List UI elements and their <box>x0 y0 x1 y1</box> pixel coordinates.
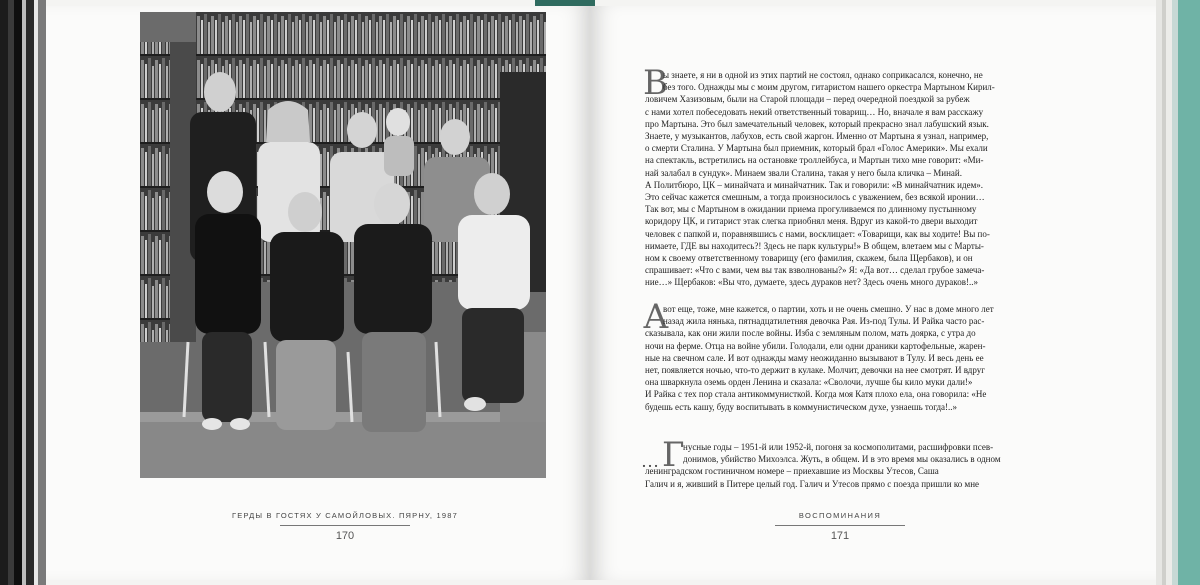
text-line: о смерти Сталина. У Мартына был приемник, который брал «Голос Америки». Мы ехали <box>645 143 988 154</box>
text-line: донимов, убийство Михоэлса. Жуть, в общем. И в это время мы оказались в одном <box>683 454 1001 465</box>
text-line: ленинградском гостиничном номере – приехавшие из Москвы Утесов, Саша <box>645 466 939 477</box>
paragraph-1 <box>643 63 1025 289</box>
text-line: ние…» Щербаков: «Вы что, думаете, здесь дураков нет? Здесь очень много дураков!..» <box>645 277 978 288</box>
text-line: Знаете, у музыкантов, лабухов, есть свой жаргон. Именно от Мартына я узнал, например, <box>645 131 989 142</box>
text-line: с нами хотел побеседовать некий ответственный товарищ… Но, вначале я вам расскажу <box>645 106 984 117</box>
drop-cap-3: Г <box>662 435 685 475</box>
text-line: ночи на ферме. Отца на войне убили. Голодали, ели одни драники картофельные, жарен- <box>645 340 986 351</box>
book-edge-left <box>0 0 46 585</box>
drop-cap-1: В <box>643 63 668 103</box>
text-line: ы знаете, я ни в одной из этих партий не состоял, однако соприкасался, конечно, не <box>663 70 983 80</box>
text-line: Так вот, мы с Мартыном в ожидании приема прогуливаемся по длинному пустынному <box>645 204 977 215</box>
text-line: сказывала, как они жили после войны. Изба с земляным полом, мать доярка, с утра до <box>645 328 976 339</box>
text-line: ные на свечном сале. И вот однажды маму неожиданно вызывают в Тулу. И весь день ее <box>645 352 984 363</box>
group-photo <box>140 12 546 478</box>
text-line: человек с папкой и, поравнявшись с нами, восклицает: «Товарищи, как вы ходите! Вы по- <box>645 228 990 239</box>
text-line: вот еще, тоже, мне кажется, о партии, хоть и не очень смешно. У нас в доме много лет <box>663 304 994 314</box>
text-line: най залабал в сундук». Минаем звали Сталина, такая у него была кличка – Минай. <box>645 167 962 178</box>
text-line: спрашивает: «Что с вами, чем вы так взволнованы?» Я: «Да вот… сделал грубое замеча- <box>645 265 985 276</box>
text-line: Галич и я, живший в Питере целый год. Галич и Утесов прямо с поезда пришли ко мне <box>645 478 980 489</box>
text-line: нусные годы – 1951-й или 1952-й, погоня за космополитами, расшифровки псев- <box>683 442 994 452</box>
text-line: ловичем Хазизовым, были на Старой площади – перед очередной поездкой за рубеж <box>645 94 970 105</box>
text-line: про Мартына. Это был замечательный человек, который прекрасно знал лабушский язык. <box>645 118 989 129</box>
text-line: нет, появляется ночью, что-то держит в кулаке. Молчит, девочки на нее смотрят. И вдруг <box>645 365 985 376</box>
text-line: без того. Однажды мы с моим другом, гитаристом нашего оркестра Мартыном Кирил- <box>663 82 995 93</box>
book-edge-right <box>1156 0 1200 585</box>
page-number-left: 170 <box>335 530 355 542</box>
paragraph-2 <box>643 297 1025 413</box>
text-line: на спектакль, встретились на остановке троллейбуса, и Мартын тихо мне говорит: «Ми- <box>645 155 984 166</box>
text-line: Это сейчас кажется смешным, а тогда произносилось с уважением, без всякой иронии… <box>645 192 985 203</box>
section-caption: ВОСПОМИНАНИЯ <box>798 511 882 520</box>
text-line: ном к своему ответственному товарищу (его фамилия, скажем, была Щербаков), и он <box>645 253 973 264</box>
photo-caption: ГЕРДЫ В ГОСТЯХ У САМОЙЛОВЫХ. ПЯРНУ, 1987 <box>231 511 458 520</box>
text-line: коридору ЦК, и гитарист этак слегка приобнял меня. Вдруг из какой-то двери выходит <box>645 216 978 227</box>
footer-rule-left <box>280 525 410 526</box>
group-photo-drawing <box>140 12 546 478</box>
text-line: И Райка с тех пор стала антикоммунисткой. Когда моя Катя плохо ела, она говорила: «Не <box>645 389 987 400</box>
text-line: будешь есть кашу, буду воспитывать в коммунистическом духе, узнаешь тогда!..» <box>645 401 958 412</box>
paragraph-3 <box>645 435 1025 490</box>
text-line: нимаете, ГДЕ вы находитесь?! Здесь не парк культуры!» В общем, влетаем мы с Марты- <box>645 240 984 251</box>
ellipsis-lead: … <box>641 451 660 471</box>
text-line: А Политбюро, ЦК – минайчата и минайчатник. Так и говорили: «В минайчатник идем». <box>645 179 984 190</box>
text-line: она шваркнула оземь орден Ленина и сказала: «Сволочи, лучше бы кило муки дали!» <box>645 377 973 388</box>
footer-rule-right <box>775 525 905 526</box>
page-number-right: 171 <box>830 530 850 542</box>
drop-cap-2: А <box>643 297 669 337</box>
text-line: назад жила нянька, пятнадцатилетняя девочка Рая. Из-под Тулы. И Райка часто рас- <box>663 316 985 327</box>
